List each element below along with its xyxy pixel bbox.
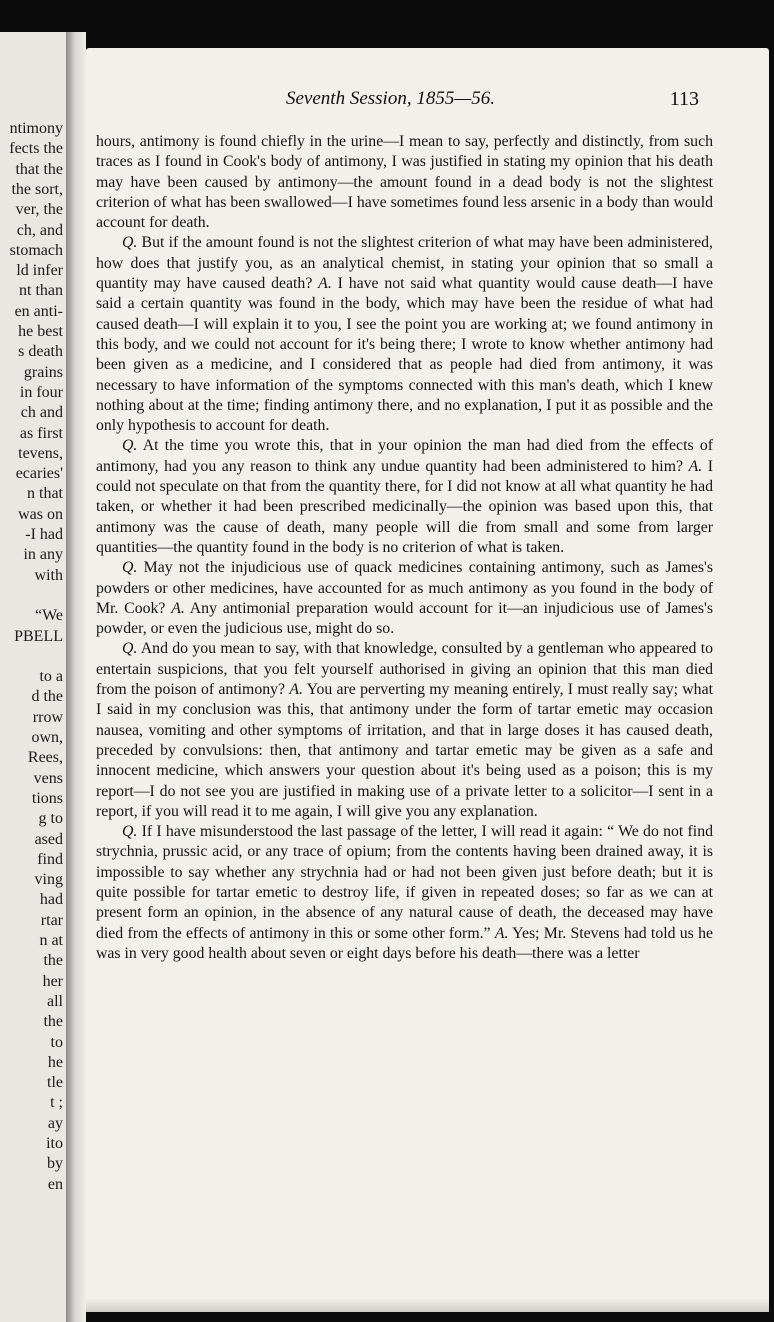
left-page-text-fragment: stomach xyxy=(9,241,63,259)
question-text: And do you mean to say, with that knowledge, consulted by a gentleman who appeared to entertain suspicions, that you felt yourself authorised in giving an opinion that this man died from the poison of antimony? xyxy=(96,640,713,699)
left-page-text-fragment: the sort, xyxy=(11,180,63,198)
left-page-text-fragment: the xyxy=(43,952,63,970)
running-head: Seventh Session, 1855—56. xyxy=(286,88,495,109)
testimony-paragraph xyxy=(96,639,713,822)
question-label: Q. xyxy=(122,640,138,658)
left-page-text-fragment: ntimony xyxy=(9,120,63,137)
testimony-paragraph xyxy=(96,436,713,558)
left-page-text-fragment: her xyxy=(42,972,63,990)
left-page-text-fragment: that the xyxy=(15,160,63,178)
paragraph-text: hours, antimony is found chiefly in the urine—I mean to say, perfectly and distinctly, from such traces as I found in Cook's body of antimony, I was justified in stating my opinion that his death may have been caused by antimony—the amount found in a dead body is not the slightest criterion of what has been swallowed—I have sometimes found less arsenic in a body than would account for death. xyxy=(96,133,713,232)
answer-label: A. xyxy=(318,275,332,293)
testimony-paragraph xyxy=(96,558,713,639)
left-page-text-fragment: ving xyxy=(34,871,63,889)
left-page-text-fragment: he best xyxy=(18,323,63,340)
answer-text: I have not said what quantity would cause death—I have said a certain quantity was found in the body, which may have been the residue of what had caused death—I will explain it to you, I see the point you are working at; we found antimony in this body, and we could not account for it's being there; I wrote to know whether antimony had been given as a medicine, and I considered that as people had died from antimony, it was necessary to have information of the symptoms connected with this man's death, which I knew nothing about at the time; finding antimony there, and no explanation, I put it as possible and the only hypothesis to account for death. xyxy=(96,275,713,435)
left-page-text-fragment: tle xyxy=(47,1074,63,1092)
left-page-text-fragment: by xyxy=(47,1155,63,1173)
left-page-text-fragment: ver, the xyxy=(15,201,63,219)
left-page-text-fragment: own, xyxy=(31,729,63,746)
page-header xyxy=(86,88,769,118)
page-number: 113 xyxy=(669,88,699,110)
answer-label: A. xyxy=(289,681,303,699)
left-page-text-fragment: to a xyxy=(39,668,63,686)
left-page-text-fragment: was on xyxy=(18,505,63,523)
left-page-text-fragment: in four xyxy=(19,383,63,401)
left-page-text-fragment: as first xyxy=(19,424,63,442)
question-text: But if the amount found is not the slightest criterion of what may have been administered, how does that justify you, as an analytical chemist, in stating your opinion that so small a quantity may have caused death? xyxy=(96,234,713,293)
left-page-text-fragment: he xyxy=(47,1053,63,1071)
left-page-text-fragment: g to xyxy=(38,810,63,828)
left-page-text-fragment: tevens, xyxy=(18,444,63,462)
paragraph xyxy=(96,132,713,233)
left-page-text-fragment: ito xyxy=(46,1135,63,1152)
answer-text: Yes; Mr. Stevens had told us he was in very good health about seven or eight days before his death—there was a letter xyxy=(96,924,713,962)
left-page-text-fragment: fects the xyxy=(9,140,63,158)
question-label: Q. xyxy=(122,559,138,577)
answer-label: A. xyxy=(688,457,703,475)
left-page-text-fragment: nt than xyxy=(19,282,63,300)
page-body xyxy=(96,132,713,1302)
left-facing-page xyxy=(0,32,66,1322)
left-page-text-fragment: “We xyxy=(34,607,63,625)
book-page xyxy=(86,48,769,1312)
left-page-text-fragment: to xyxy=(50,1033,63,1051)
left-page-text-fragment: n at xyxy=(39,932,63,949)
left-page-text-fragment: ch, and xyxy=(16,221,63,239)
left-page-text-fragment: n that xyxy=(27,485,63,503)
left-page-text-fragment: ld infer xyxy=(16,262,63,280)
question-label: Q. xyxy=(122,234,138,252)
answer-text: I could not speculate on that from the quantity there, for I did not know at all what quantity he had taken, or whether it had been prescribed medicinally—the opinion was based upon this, that antimony was the cause of death, many people will die from small and some from larger quantities—the quantity found in the body is no criterion of what is taken. xyxy=(96,457,713,556)
testimony-paragraph xyxy=(96,822,713,964)
left-page-text-fragment: PBELL xyxy=(14,627,63,645)
left-page-text-fragment: en xyxy=(47,1175,63,1193)
left-page-text-fragment: had xyxy=(39,891,63,909)
left-page-text-fragment: rrow xyxy=(32,708,63,726)
answer-label: A. xyxy=(171,599,185,617)
left-page-text-fragment: en anti- xyxy=(14,302,63,320)
question-text: May not the injudicious use of quack medicines containing antimony, such as James's powders or other medicines, have accounted for as much antimony as you found in the body of Mr. Cook? xyxy=(96,559,713,617)
left-page-text-fragment: grains xyxy=(23,363,63,381)
question-label: Q. xyxy=(122,823,138,841)
left-page-text-fragment: Rees, xyxy=(27,749,63,767)
left-page-text-fragment: ecaries' xyxy=(15,465,63,483)
question-label: Q. xyxy=(122,437,138,455)
question-text: At the time you wrote this, that in your opinion the man had died from the effects of antimony, had you any reason to think any undue quantity had been administered to him? xyxy=(96,437,713,475)
left-page-text-fragment: find xyxy=(37,850,63,868)
left-page-text-fragment: in any xyxy=(23,546,63,564)
left-page-text-fragment: all xyxy=(47,992,63,1010)
left-page-text-fragment: the xyxy=(43,1013,63,1031)
left-page-text-fragment: ased xyxy=(34,830,63,848)
left-page-text-fragment: ay xyxy=(47,1114,63,1132)
left-page-text-fragment: ch and xyxy=(20,404,63,422)
left-page-text-fragment: with xyxy=(34,566,63,584)
left-page-text-fragment: vens xyxy=(33,769,63,787)
left-page-text-fragment: rtar xyxy=(40,911,63,929)
left-page-text-fragment: s death xyxy=(18,343,63,361)
answer-text: You are perverting my meaning entirely, I must really say; what I said in my conclusion was this, that antimony under the form of tartar emetic may occasion nausea, vomiting and other symptoms of irritation, and that in large doses it has caused death, preceded by convulsions: then, that antimony and tartar emetic may be given as a safe and innocent medicine, which answers your question about it's being used as a poison; this is my report—I do not see you are justified in making use of a private letter to a solicitor—I sent in a report, if you will read it to me again, I will give you any explanation. xyxy=(96,681,713,820)
answer-label: A. xyxy=(494,924,509,942)
answer-text: Any antimonial preparation would account for it—an injudicious use of James's powder, or even the judicious use, might do so. xyxy=(96,599,713,638)
question-text: If I have misunderstood the last passage of the letter, I will read it again: “ We do not find strychnia, prussic acid, or any trace of opium; from the contents having been drained away, it is impossible to say whether any strychnia had or had not been given just before death; but it is quite possible for tartar emetic to destroy life, if given in repeated doses; so far as we can at present form an opinion, in the absence of any natural cause of death, the deceased may have died from the effects of antimony in this or some other form.” xyxy=(96,823,713,942)
left-page-text-fragment: d the xyxy=(31,688,63,706)
book-gutter xyxy=(66,32,86,1322)
left-page-text-fragment: -I had xyxy=(25,526,63,543)
testimony-paragraph xyxy=(96,233,713,436)
left-page-text-fragment: tions xyxy=(31,789,63,807)
left-page-text-fragment: t ; xyxy=(50,1094,63,1112)
